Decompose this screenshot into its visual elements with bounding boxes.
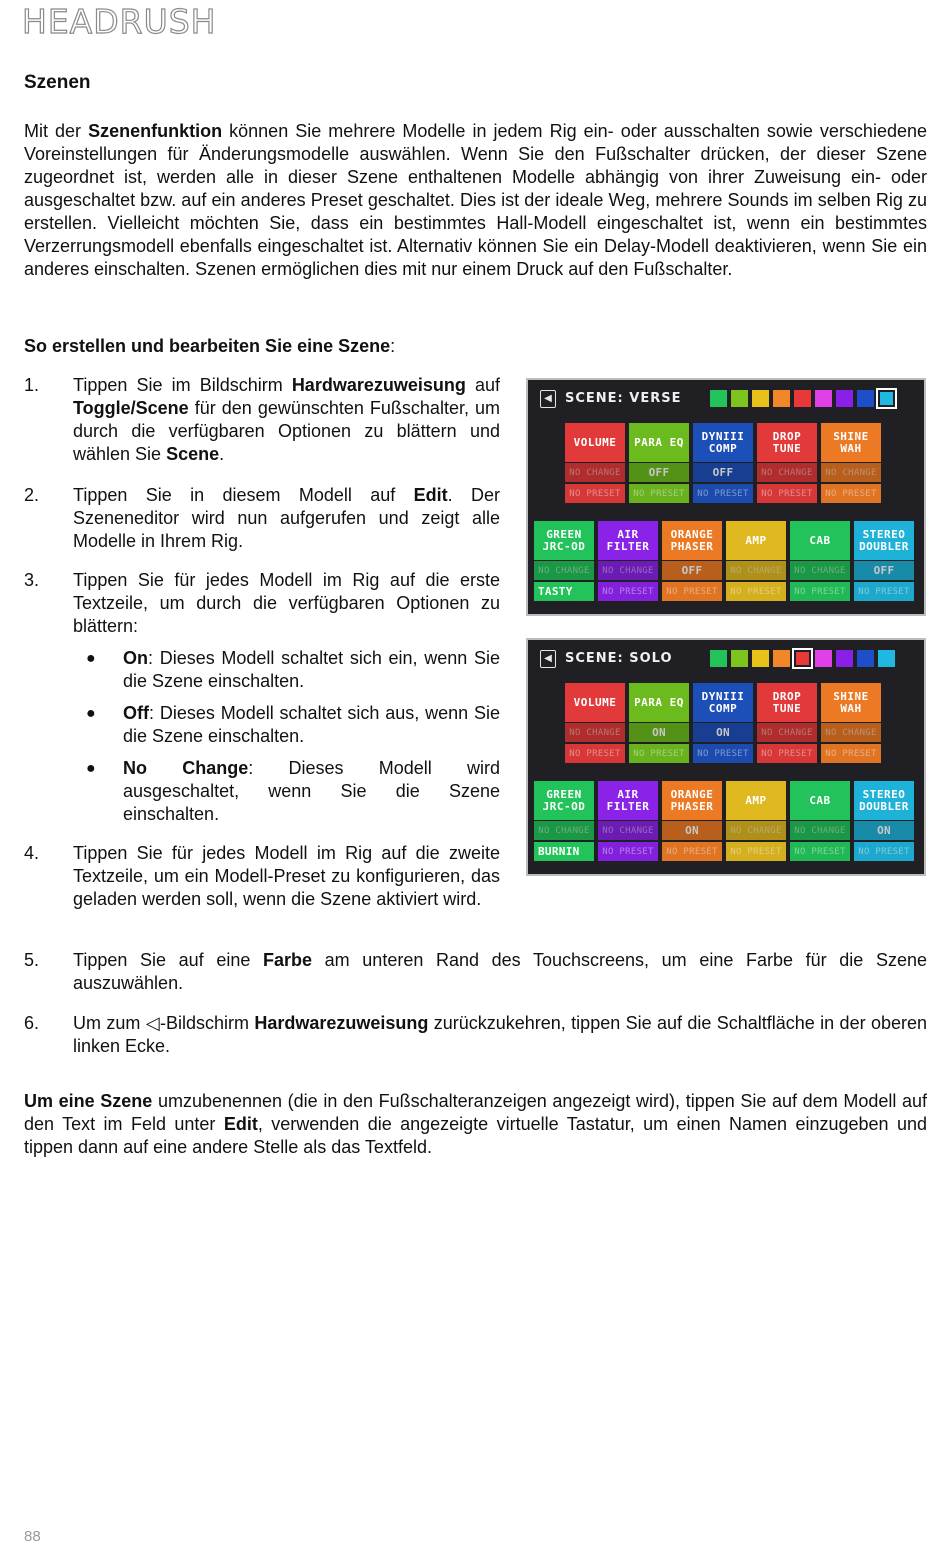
preset-selector[interactable]: NO PRESET — [790, 582, 850, 601]
step-text — [73, 484, 500, 553]
color-swatch[interactable] — [878, 390, 895, 407]
color-swatch[interactable] — [836, 390, 853, 407]
bullet-off — [86, 702, 500, 748]
text-run: Um zum ◁-Bildschirm — [73, 1013, 255, 1033]
preset-selector[interactable]: NO PRESET — [821, 744, 881, 763]
text-run: Mit der — [24, 121, 89, 141]
bullet-no-change — [86, 757, 500, 826]
steps-heading — [24, 335, 927, 358]
model-name[interactable]: STEREO DOUBLER — [854, 781, 914, 820]
preset-selector[interactable]: NO PRESET — [854, 582, 914, 601]
step-number: 5. — [24, 950, 40, 970]
step-text — [73, 1012, 927, 1058]
color-swatch[interactable] — [794, 650, 811, 667]
back-arrow-icon[interactable]: ◀ — [540, 390, 556, 408]
model-name[interactable]: DROP TUNE — [757, 683, 817, 722]
bold-text: Toggle/Scene — [73, 398, 189, 418]
model-tile — [534, 521, 594, 601]
scene-state-toggle[interactable]: ON — [693, 723, 753, 742]
bold-text: Hardwarezuweisung — [254, 1013, 429, 1033]
color-swatch[interactable] — [773, 390, 790, 407]
color-swatch[interactable] — [857, 650, 874, 667]
preset-selector[interactable]: NO PRESET — [757, 744, 817, 763]
color-swatch[interactable] — [815, 650, 832, 667]
bullet-icon: ● — [86, 650, 96, 667]
scene-state-toggle[interactable]: NO CHANGE — [598, 821, 658, 840]
bold-text: Scene — [166, 444, 220, 464]
model-name[interactable]: VOLUME — [565, 683, 625, 722]
text-run: : Dieses Modell schaltet sich ein, wenn Sie die Szene einschalten. — [123, 648, 500, 691]
model-name[interactable]: VOLUME — [565, 423, 625, 462]
preset-selector[interactable]: NO PRESET — [854, 842, 914, 861]
model-name[interactable]: GREEN JRC-OD — [534, 781, 594, 820]
bold-text: No Change — [123, 758, 249, 778]
back-arrow-icon[interactable]: ◀ — [540, 650, 556, 668]
scene-screen-solo — [526, 638, 926, 876]
preset-selector[interactable]: NO PRESET — [693, 484, 753, 503]
preset-selector[interactable]: NO PRESET — [821, 484, 881, 503]
model-tile — [821, 683, 881, 763]
headrush-logo: HEADRUSH — [22, 2, 217, 41]
bullet-text — [123, 702, 500, 748]
bold-text: Off — [123, 703, 149, 723]
model-name[interactable]: AMP — [726, 781, 786, 820]
bullet-text — [123, 647, 500, 693]
model-tile — [534, 781, 594, 861]
color-swatches — [710, 650, 895, 667]
color-swatch[interactable] — [878, 650, 895, 667]
model-tile — [693, 423, 753, 503]
scene-state-toggle[interactable]: NO CHANGE — [565, 723, 625, 742]
scene-state-toggle[interactable]: NO CHANGE — [534, 821, 594, 840]
step-number: 2. — [24, 485, 40, 505]
bullet-text — [123, 757, 500, 826]
model-tile — [854, 781, 914, 861]
scene-state-toggle[interactable]: ON — [662, 821, 722, 840]
scene-title: SCENE: VERSE — [565, 391, 682, 406]
text-run: am unteren Rand des Touchscreens, um eine Farbe für die Szene auszuwählen. — [73, 950, 927, 993]
model-tile — [693, 683, 753, 763]
bold-text: Szenenfunktion — [88, 121, 223, 141]
preset-selector[interactable]: NO PRESET — [629, 484, 689, 503]
model-tile — [854, 521, 914, 601]
scene-state-toggle[interactable]: OFF — [629, 463, 689, 482]
text-run: für den gewünschten Fußschalter, um durch die verfügbaren Optionen zu blättern und wählen Sie — [73, 398, 500, 464]
model-name[interactable]: CAB — [790, 781, 850, 820]
step-number: 3. — [24, 570, 40, 590]
scene-state-toggle[interactable]: NO CHANGE — [790, 561, 850, 580]
scene-state-toggle[interactable]: OFF — [854, 561, 914, 580]
step-6 — [24, 1012, 927, 1058]
text-run: auf — [465, 375, 500, 395]
model-name[interactable]: SHINE WAH — [821, 423, 881, 462]
model-name[interactable]: PARA EQ — [629, 423, 689, 462]
model-tile — [790, 521, 850, 601]
model-tile — [757, 423, 817, 503]
preset-selector[interactable]: NO PRESET — [598, 582, 658, 601]
scene-state-toggle[interactable]: NO CHANGE — [757, 723, 817, 742]
color-swatch[interactable] — [794, 390, 811, 407]
text-run: zurückzukehren, tippen Sie auf die Schaltfläche in der oberen linken Ecke. — [73, 1013, 927, 1056]
model-tile — [662, 781, 722, 861]
model-name[interactable]: CAB — [790, 521, 850, 560]
step-number: 1. — [24, 375, 40, 395]
step-1 — [24, 374, 500, 466]
color-swatch[interactable] — [857, 390, 874, 407]
color-swatch[interactable] — [752, 650, 769, 667]
text-run: : Dieses Modell schaltet sich aus, wenn Sie die Szene einschalten. — [123, 703, 500, 746]
model-tile — [790, 781, 850, 861]
model-name[interactable]: AIR FILTER — [598, 781, 658, 820]
text-run: Tippen Sie im Bildschirm — [73, 375, 292, 395]
preset-selector[interactable]: BURNIN — [534, 842, 594, 861]
scene-state-toggle[interactable]: NO CHANGE — [821, 723, 881, 742]
step-number: 4. — [24, 843, 40, 863]
text-run: Tippen Sie auf eine — [73, 950, 263, 970]
bold-text: So erstellen und bearbeiten Sie eine Szene — [24, 336, 391, 356]
text-run: Tippen Sie in diesem Modell auf — [73, 485, 414, 505]
preset-selector[interactable]: NO PRESET — [726, 842, 786, 861]
preset-selector[interactable]: NO PRESET — [565, 484, 625, 503]
page-number: 88 — [24, 1528, 41, 1545]
model-tile — [821, 423, 881, 503]
model-name[interactable]: DYNIII COMP — [693, 423, 753, 462]
scene-title: SCENE: SOLO — [565, 651, 673, 666]
scene-state-toggle[interactable]: NO CHANGE — [821, 463, 881, 482]
color-swatch[interactable] — [815, 390, 832, 407]
bold-text: Hardwarezuweisung — [291, 375, 466, 395]
scene-state-toggle[interactable]: NO CHANGE — [598, 561, 658, 580]
preset-selector[interactable]: NO PRESET — [598, 842, 658, 861]
text-run: umzubenennen (die in den Fußschalteranzeigen angezeigt wird), tippen Sie auf dem Modell auf den Text im Feld unter — [24, 1091, 928, 1134]
model-name[interactable]: STEREO DOUBLER — [854, 521, 914, 560]
scene-state-toggle[interactable]: ON — [854, 821, 914, 840]
step-text — [73, 569, 500, 638]
text-run: können Sie mehrere Modelle in jedem Rig ein- oder ausschalten sowie verschiedene Voreinstellungen für Änderungsmodelle auswählen. Wenn Sie den Fußschalter drücken, der dieser Szene zugeordnet ist, werden alle in dieser Szene enthaltenen Modelle abhängig von ihrer Zuweisung ein- oder ausgeschaltet bzw. auf ein anderes Preset geschaltet. Dies ist der ideale Weg, mehrere Sounds im selben Rig zu erstellen. Vielleicht möchten Sie, dass ein bestimmtes Hall-Modell eingeschaltet ist, wenn ein bestimmtes Verzerrungsmodell ebenfalls eingeschaltet ist. Alternativ können Sie ein Delay-Modell deaktivieren, wenn Sie ein anderes einschalten. Szenen ermöglichen dies mit nur einem Druck auf den Fußschalter. — [24, 121, 927, 279]
model-name[interactable]: DYNIII COMP — [693, 683, 753, 722]
model-name[interactable]: AIR FILTER — [598, 521, 658, 560]
bold-text: Farbe — [262, 950, 313, 970]
model-name[interactable]: DROP TUNE — [757, 423, 817, 462]
scene-state-toggle[interactable]: OFF — [662, 561, 722, 580]
color-swatch[interactable] — [710, 390, 727, 407]
color-swatch[interactable] — [836, 650, 853, 667]
model-name[interactable]: ORANGE PHASER — [662, 781, 722, 820]
model-tile — [662, 521, 722, 601]
model-name[interactable]: PARA EQ — [629, 683, 689, 722]
model-tile — [598, 781, 658, 861]
model-tile — [629, 423, 689, 503]
model-tile — [726, 781, 786, 861]
color-swatches — [710, 390, 895, 407]
model-tile — [757, 683, 817, 763]
preset-selector[interactable]: NO PRESET — [662, 842, 722, 861]
bold-text: Um eine Szene — [24, 1091, 153, 1111]
scene-state-toggle[interactable]: OFF — [693, 463, 753, 482]
text-run: . — [219, 444, 225, 464]
bullet-on — [86, 647, 500, 693]
rename-paragraph — [24, 1090, 927, 1159]
scene-screen-verse — [526, 378, 926, 616]
preset-selector[interactable]: NO PRESET — [757, 484, 817, 503]
preset-selector[interactable]: NO PRESET — [693, 744, 753, 763]
scene-state-toggle[interactable]: NO CHANGE — [757, 463, 817, 482]
color-swatch[interactable] — [731, 390, 748, 407]
color-swatch[interactable] — [731, 650, 748, 667]
model-tile — [565, 423, 625, 503]
step-4 — [24, 842, 500, 911]
model-name[interactable]: SHINE WAH — [821, 683, 881, 722]
text-run: , verwenden die angezeigte virtuelle Tastatur, um einen Namen einzugeben und tippen dann auf eine andere Stelle als das Textfeld. — [24, 1114, 927, 1157]
intro-paragraph — [24, 120, 927, 281]
model-tile — [598, 521, 658, 601]
step-5 — [24, 949, 927, 995]
model-name[interactable]: ORANGE PHASER — [662, 521, 722, 560]
bold-text: On — [123, 648, 148, 668]
scene-state-toggle[interactable]: NO CHANGE — [726, 821, 786, 840]
scene-state-toggle[interactable]: NO CHANGE — [790, 821, 850, 840]
model-tile — [629, 683, 689, 763]
step-text — [73, 842, 500, 911]
color-swatch[interactable] — [752, 390, 769, 407]
step-2 — [24, 484, 500, 553]
bullet-icon: ● — [86, 760, 96, 777]
scene-state-toggle[interactable]: NO CHANGE — [534, 561, 594, 580]
scene-state-toggle[interactable]: NO CHANGE — [565, 463, 625, 482]
bold-text: Edit — [413, 485, 448, 505]
text-run: . Der Szeneneditor wird nun aufgerufen und zeigt alle Modelle in Ihrem Rig. — [73, 485, 500, 551]
step-3 — [24, 569, 500, 638]
step-text — [73, 949, 927, 995]
text-run: Tippen Sie für jedes Modell im Rig auf die zweite Textzeile, um ein Modell-Preset zu konfigurieren, das geladen werden soll, wenn die Szene aktiviert wird. — [73, 843, 500, 909]
text-run: : — [390, 336, 396, 356]
preset-selector[interactable]: NO PRESET — [629, 744, 689, 763]
preset-selector[interactable]: NO PRESET — [790, 842, 850, 861]
color-swatch[interactable] — [710, 650, 727, 667]
model-tile — [565, 683, 625, 763]
scene-state-toggle[interactable]: NO CHANGE — [726, 561, 786, 580]
preset-selector[interactable]: NO PRESET — [565, 744, 625, 763]
bold-text: Edit — [223, 1114, 258, 1134]
step-number: 6. — [24, 1013, 40, 1033]
text-run: Tippen Sie für jedes Modell im Rig auf die erste Textzeile, um durch die verfügbaren Optionen zu blättern: — [73, 570, 500, 636]
model-tile — [726, 521, 786, 601]
bullet-icon: ● — [86, 705, 96, 722]
preset-selector[interactable]: NO PRESET — [726, 582, 786, 601]
model-name[interactable]: AMP — [726, 521, 786, 560]
preset-selector[interactable]: NO PRESET — [662, 582, 722, 601]
text-run: : Dieses Modell wird ausgeschaltet, wenn Sie die Szene einschalten. — [123, 758, 500, 824]
scene-state-toggle[interactable]: ON — [629, 723, 689, 742]
color-swatch[interactable] — [773, 650, 790, 667]
model-name[interactable]: GREEN JRC-OD — [534, 521, 594, 560]
step-text — [73, 374, 500, 466]
section-heading: Szenen — [24, 72, 91, 93]
preset-selector[interactable]: TASTY — [534, 582, 594, 601]
